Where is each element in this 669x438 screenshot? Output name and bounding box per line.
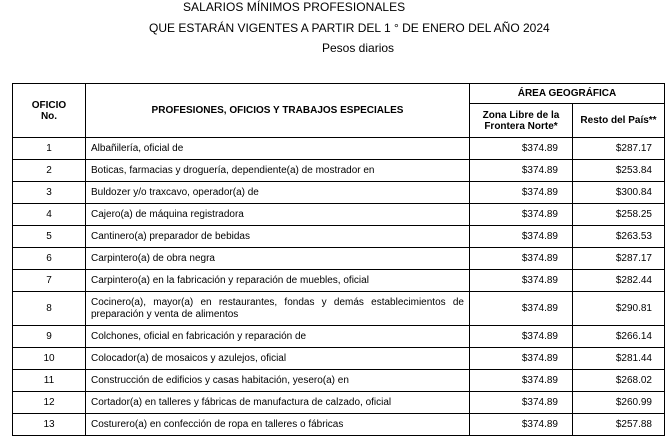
row-zona-libre-value: $374.89 — [470, 370, 573, 392]
table-row — [13, 348, 665, 370]
table-row — [13, 182, 665, 204]
row-description: Cantinero(a) preparador de bebidas — [86, 226, 470, 248]
row-description: Cocinero(a), mayor(a) en restaurantes, fondas y demás establecimientos de preparación y venta de alimentos — [86, 292, 470, 326]
header-no: No. — [40, 110, 58, 122]
table-row — [13, 248, 665, 270]
table-row — [13, 160, 665, 182]
row-zona-libre-value: $374.89 — [470, 182, 573, 204]
row-zona-libre-value: $374.89 — [470, 392, 573, 414]
header-zona-libre: Zona Libre de la Frontera Norte* — [470, 104, 573, 138]
title-line-3: Pesos diarios — [322, 41, 395, 55]
row-number: 11 — [13, 370, 86, 392]
row-zona-libre-value: $374.89 — [470, 138, 573, 160]
header-resto-pais: Resto del País** — [573, 104, 665, 138]
table-row — [13, 326, 665, 348]
row-number: 3 — [13, 182, 86, 204]
row-number: 12 — [13, 392, 86, 414]
row-description: Colchones, oficial en fabricación y reparación de — [86, 326, 470, 348]
row-number: 7 — [13, 270, 86, 292]
row-zona-libre-value: $374.89 — [470, 270, 573, 292]
row-resto-pais-value: $290.81 — [573, 292, 665, 326]
row-resto-pais-value: $260.99 — [573, 392, 665, 414]
row-number: 4 — [13, 204, 86, 226]
row-description: Cortador(a) en talleres y fábricas de manufactura de calzado, oficial — [86, 392, 470, 414]
row-description: Construcción de edificios y casas habitación, yesero(a) en — [86, 370, 470, 392]
row-number: 6 — [13, 248, 86, 270]
row-number: 13 — [13, 414, 86, 436]
row-description: Carpintero(a) de obra negra — [86, 248, 470, 270]
row-description: Buldozer y/o traxcavo, operador(a) de — [86, 182, 470, 204]
row-zona-libre-value: $374.89 — [470, 204, 573, 226]
table-row — [13, 270, 665, 292]
row-resto-pais-value: $282.44 — [573, 270, 665, 292]
row-description: Boticas, farmacias y droguería, dependiente(a) de mostrador en — [86, 160, 470, 182]
row-resto-pais-value: $300.84 — [573, 182, 665, 204]
row-resto-pais-value: $281.44 — [573, 348, 665, 370]
table-row — [13, 370, 665, 392]
row-description: Carpintero(a) en la fabricación y reparación de muebles, oficial — [86, 270, 470, 292]
table-row — [13, 392, 665, 414]
row-resto-pais-value: $266.14 — [573, 326, 665, 348]
table-row — [13, 226, 665, 248]
row-zona-libre-value: $374.89 — [470, 348, 573, 370]
row-zona-libre-value: $374.89 — [470, 326, 573, 348]
title-line-2: QUE ESTARÁN VIGENTES A PARTIR DEL 1 ° DE ENERO DEL AÑO 2024 — [149, 21, 550, 35]
row-number: 10 — [13, 348, 86, 370]
row-number: 2 — [13, 160, 86, 182]
row-description: Albañilería, oficial de — [86, 138, 470, 160]
row-zona-libre-value: $374.89 — [470, 160, 573, 182]
row-resto-pais-value: $258.25 — [573, 204, 665, 226]
row-description: Colocador(a) de mosaicos y azulejos, oficial — [86, 348, 470, 370]
row-number: 9 — [13, 326, 86, 348]
row-number: 1 — [13, 138, 86, 160]
row-zona-libre-value: $374.89 — [470, 414, 573, 436]
row-number: 8 — [13, 292, 86, 326]
row-description: Costurero(a) en confección de ropa en talleres o fábricas — [86, 414, 470, 436]
header-oficio-no — [13, 84, 86, 138]
table-row — [13, 138, 665, 160]
header-area-geografica: ÁREA GEOGRÁFICA — [470, 84, 665, 104]
row-number: 5 — [13, 226, 86, 248]
salary-table — [12, 83, 665, 436]
row-zona-libre-value: $374.89 — [470, 226, 573, 248]
row-zona-libre-value: $374.89 — [470, 248, 573, 270]
header-profesiones: PROFESIONES, OFICIOS Y TRABAJOS ESPECIALES — [86, 84, 470, 138]
row-zona-libre-value: $374.89 — [470, 292, 573, 326]
row-resto-pais-value: $287.17 — [573, 138, 665, 160]
row-resto-pais-value: $268.02 — [573, 370, 665, 392]
row-resto-pais-value: $263.53 — [573, 226, 665, 248]
row-description: Cajero(a) de máquina registradora — [86, 204, 470, 226]
row-resto-pais-value: $257.88 — [573, 414, 665, 436]
row-resto-pais-value: $287.17 — [573, 248, 665, 270]
table-row — [13, 292, 665, 326]
title-line-1: SALARIOS MÍNIMOS PROFESIONALES — [183, 0, 406, 14]
table-row — [13, 204, 665, 226]
row-resto-pais-value: $253.84 — [573, 160, 665, 182]
table-row — [13, 414, 665, 436]
header-oficio: OFICIO — [31, 99, 67, 111]
